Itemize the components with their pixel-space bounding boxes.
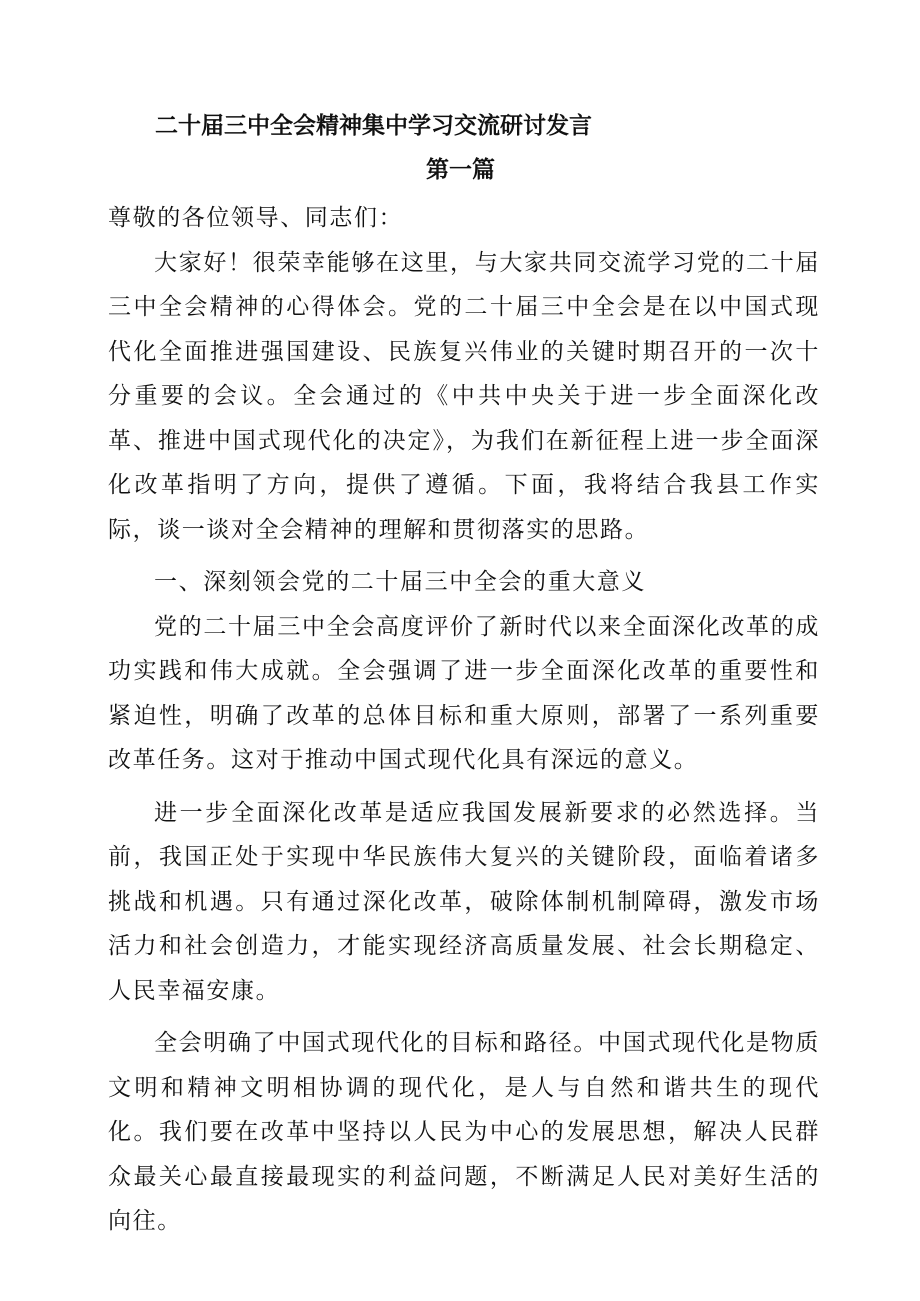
salutation: 尊敬的各位领导、同志们： [108, 205, 404, 231]
paragraph-reform-choice: 进一步全面深化改革是适应我国发展新要求的必然选择。当前，我国正处于实现中华民族伟大复兴的关键阶段，面临着诸多挑战和机遇。只有通过深化改革，破除体制机制障碍，激发市场活力和社会创造力，才能实现经济高质量发展、社会长期稳定、人民幸福安康。 [108, 799, 820, 1004]
document-subtitle: 第一篇 [426, 157, 495, 183]
document-body [108, 196, 820, 1244]
paragraph-significance: 党的二十届三中全会高度评价了新时代以来全面深化改革的成功实践和伟大成就。全会强调了进一步全面深化改革的重要性和紧迫性，明确了改革的总体目标和重大原则，部署了一系列重要改革任务。这对于推动中国式现代化具有深远的意义。 [108, 613, 820, 773]
document-title: 二十届三中全会精神集中学习交流研讨发言 [155, 113, 592, 139]
paragraph-modernization-goal: 全会明确了中国式现代化的目标和路径。中国式现代化是物质文明和精神文明相协调的现代化，是人与自然和谐共生的现代化。我们要在改革中坚持以人民为中心的发展思想，解决人民群众最关心最直接最现实的利益问题，不断满足人民对美好生活的向往。 [108, 1030, 820, 1234]
paragraph-intro: 大家好！很荣幸能够在这里，与大家共同交流学习党的二十届三中全会精神的心得体会。党的二十届三中全会是在以中国式现代化全面推进强国建设、民族复兴伟业的关键时期召开的一次十分重要的会议。全会通过的《中共中央关于进一步全面深化改革、推进中国式现代化的决定》，为我们在新征程上进一步全面深化改革指明了方向，提供了遵循。下面，我将结合我县工作实际，谈一谈对全会精神的理解和贯彻落实的思路。 [108, 249, 820, 543]
section-heading: 一、深刻领会党的二十届三中全会的重大意义 [154, 569, 646, 595]
